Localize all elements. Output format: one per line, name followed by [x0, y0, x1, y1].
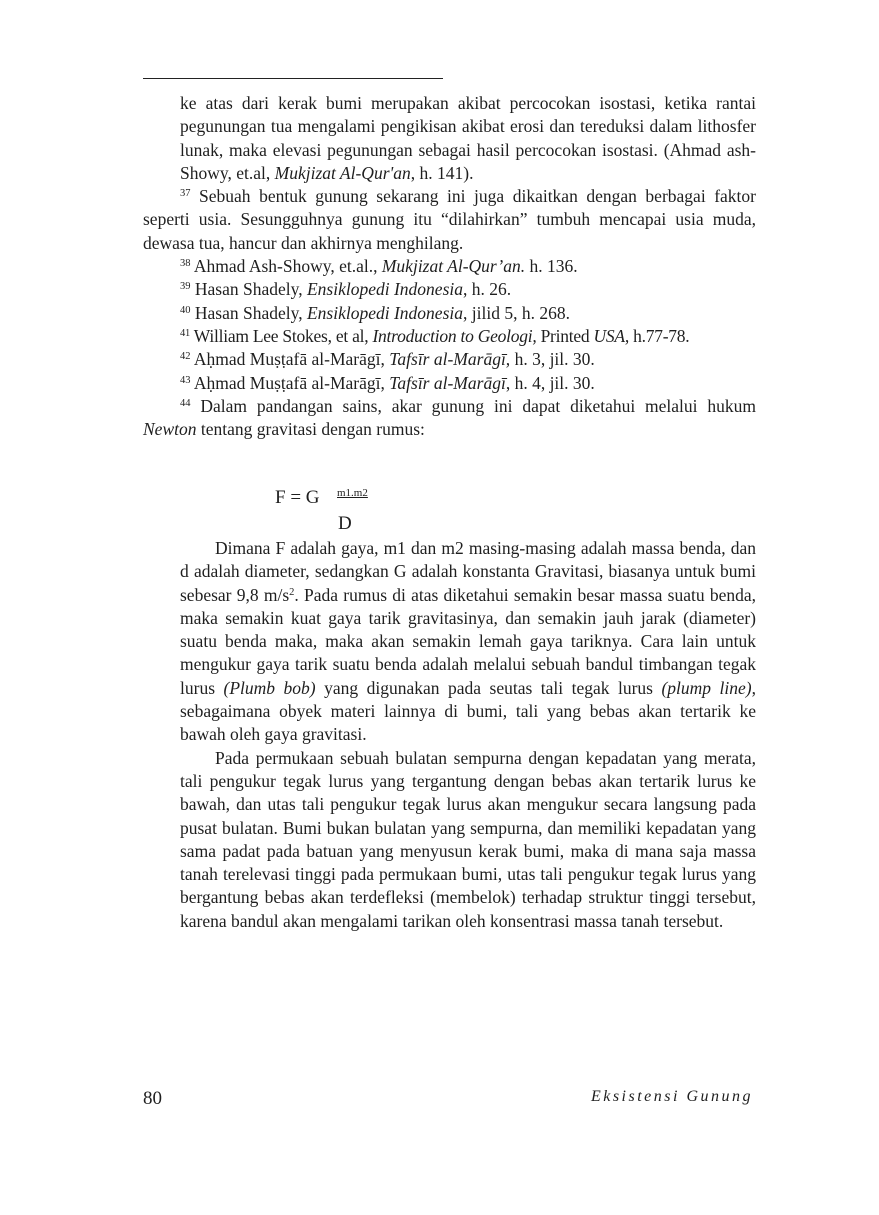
page-number: 80: [143, 1088, 162, 1109]
footnote-39: $^{39}$ Hasan Shadely, Ensiklopedi Indonesia, h. 26.: [180, 279, 512, 300]
footnote-number: 43: [180, 374, 191, 386]
footnote-number: 42: [180, 351, 191, 363]
formula-denominator: D: [338, 513, 352, 534]
book-title: Mukjizat Al-Qur’an.: [381, 256, 526, 277]
footnote-number: 40: [180, 304, 191, 316]
footnote-separator-rule: [143, 78, 443, 79]
country-name: USA,: [593, 325, 629, 346]
book-title: Ensiklopedi Indonesia: [306, 279, 463, 300]
book-title: Introduction to Geologi,: [372, 325, 537, 346]
book-title: Tafsīr al-Marāgī: [389, 372, 506, 393]
footnotes-block: [143, 92, 756, 441]
body-text: [180, 537, 756, 933]
paragraph-2: Pada permukaan sebuah bulatan sempurna dengan kepadatan yang merata, tali pengukur tegak lurus yang tergantung dengan bebas akan tertarik lurus ke bawah, dan utas tali pengukur tegak lurus akan mengukur secara langsung pada pusat bulatan. Bumi bukan bulatan yang sempurna, dan memiliki kepadatan yang sama padat pada batuan yang menyusun kerak bumi, maka di mana saja massa tanah terelevasi tinggi pada permukaan bumi, utas tali pengukur tegak lurus yang bergantung bebas akan terdefleksi (membelok) terhadap struktur tinggi tersebut, karena bandul akan mengalami tarikan oleh konsentrasi massa tanah tersebut.: [180, 747, 756, 931]
footnote-continuation: ke atas dari kerak bumi merupakan akibat percocokan isostasi, ketika rantai pegunungan tua mengalami pengikisan akibat erosi dan tereduksi dalam lithosfer lunak, maka elevasi pegunungan sebagai hasil percocokan isostasi. (Ahmad ash-Showy, et.al, Mukjizat Al-Qur'an, h. 141).: [180, 93, 756, 183]
formula-lhs: F = G: [275, 487, 320, 508]
footnote-37: $^{37}$ Sebuah bentuk gunung sekarang ini juga dikaitkan dengan berbagai faktor seperti usia. Sesungguhnya gunung itu “dilahirkan” tumbuh mencapai usia muda, dewasa tua, hancur dan akhirnya menghilang.: [143, 186, 756, 253]
book-title: Ensiklopedi Indonesia: [306, 302, 463, 323]
footnote-number: 37: [180, 188, 191, 200]
footnote-38: $^{38}$ Ahmad Ash-Showy, et.al., Mukjizat Al-Qur’an. h. 136.: [180, 256, 578, 277]
book-title: Mukjizat Al-Qur'an: [274, 162, 411, 183]
footnote-number: 44: [180, 397, 191, 409]
law-name: Newton: [143, 419, 197, 440]
footnote-number: 39: [180, 281, 191, 293]
italic-term: (plump line): [661, 677, 752, 698]
footnote-43: $^{43}$ Aḥmad Muṣṭafā al-Marāgī, Tafsīr al-Marāgī, h. 4, jil. 30.: [180, 372, 595, 393]
exponent: 2: [289, 586, 295, 598]
footnote-number: 38: [180, 258, 191, 270]
formula-numerator: m1.m2: [337, 487, 368, 499]
footnote-number: 41: [180, 327, 190, 339]
footnote-40: $^{40}$ Hasan Shadely, Ensiklopedi Indonesia, jilid 5, h. 268.: [180, 302, 570, 323]
footnote-41: $^{41}$ William Lee Stokes, et al, Introduction to Geologi, Printed USA, h.77-78.: [180, 325, 690, 346]
footnote-44: $^{44}$ Dalam pandangan sains, akar gunung ini dapat diketahui melalui hukum Newton tentang gravitasi dengan rumus:: [143, 395, 756, 440]
italic-term: (Plumb bob): [223, 677, 316, 698]
paragraph-1: Dimana F adalah gaya, m1 dan m2 masing-masing adalah massa benda, dan d adalah diameter, sedangkan G adalah konstanta Gravitasi, biasanya untuk bumi sebesar 9,8 $m/s^2$. Pada rumus di atas diketahui semakin besar massa suatu benda, maka semakin kuat gaya tarik gravitasinya, dan semakin jauh jarak (diameter) suatu benda maka, maka akan semakin lemah gaya tariknya. Cara lain untuk mengukur gaya tarik suatu benda adalah melalui sebuah bandul timbangan tegak lurus (Plumb bob) yang digunakan pada seutas tali tegak lurus (plump line), sebagaimana obyek materi lainnya di bumi, tali yang bebas akan tertarik ke bawah oleh gaya gravitasi.: [180, 538, 756, 745]
running-title: Eksistensi Gunung: [590, 1088, 753, 1105]
book-title: Tafsīr al-Marāgī,: [389, 349, 511, 370]
footnote-42: $^{42}$ Aḥmad Muṣṭafā al-Marāgī, Tafsīr al-Marāgī, h. 3, jil. 30.: [180, 349, 595, 370]
